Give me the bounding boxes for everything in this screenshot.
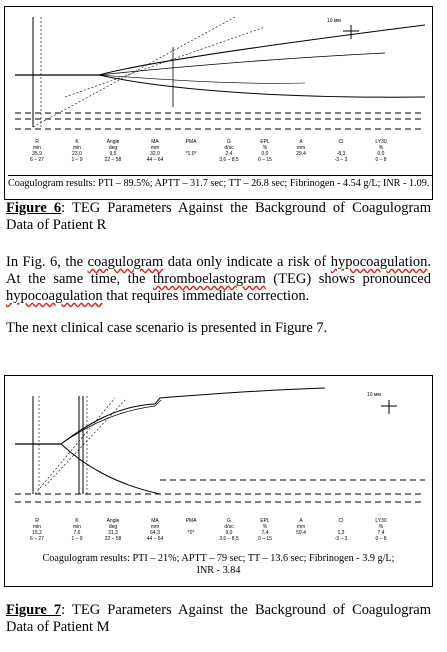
param-range: 0 – 15 bbox=[258, 536, 272, 542]
param-range: 3,6 – 8,5 bbox=[219, 157, 239, 163]
caption-label: Figure 7 bbox=[6, 602, 62, 618]
teg-param-k bbox=[60, 139, 94, 163]
spellcheck-word: hypocoagulation bbox=[6, 288, 103, 304]
param-value: 35,9 bbox=[32, 151, 42, 157]
param-range: 1 – 9 bbox=[71, 536, 83, 542]
teg-param-ly30 bbox=[364, 518, 398, 542]
param-name: R bbox=[35, 139, 39, 145]
param-name: A bbox=[299, 518, 303, 524]
coagulogram-line-2: INR - 3.84 bbox=[196, 565, 241, 576]
param-range: 6 – 27 bbox=[30, 157, 44, 163]
param-name: EPL bbox=[260, 518, 270, 524]
spellcheck-word: hypocoagulation bbox=[330, 254, 428, 270]
param-name: MA bbox=[151, 139, 159, 145]
caption-text: : TEG Parameters Against the Background of Coagulogram Data of Patient R bbox=[6, 200, 431, 233]
param-unit: d/sc bbox=[224, 524, 234, 530]
param-name: CI bbox=[338, 518, 344, 524]
param-name: LY30 bbox=[375, 139, 387, 145]
param-value: 29,4 bbox=[296, 151, 306, 157]
param-unit: % bbox=[262, 524, 268, 530]
figure-7-caption bbox=[6, 602, 431, 636]
param-range: 22 – 58 bbox=[104, 157, 122, 163]
param-name: EPL bbox=[260, 139, 270, 145]
param-unit: % bbox=[378, 145, 384, 151]
param-value: 23,0 bbox=[72, 151, 82, 157]
coagulogram-results bbox=[5, 553, 432, 577]
param-value: 7,4 bbox=[261, 530, 269, 536]
param-name: MA bbox=[151, 518, 159, 524]
param-value: 0,0 bbox=[377, 151, 385, 157]
param-value: 59,4 bbox=[296, 530, 306, 536]
param-unit: deg bbox=[108, 145, 118, 151]
scale-label: 10 мм bbox=[327, 18, 341, 24]
teg-param-ma bbox=[138, 139, 172, 163]
param-value: *1.0* bbox=[185, 151, 197, 157]
caption-text: : TEG Parameters Against the Background of Coagulogram Data of Patient M bbox=[6, 602, 431, 635]
teg-param-r bbox=[20, 139, 54, 163]
param-value: 9,5 bbox=[109, 151, 117, 157]
param-value: 1,3 bbox=[337, 530, 345, 536]
param-name: K bbox=[75, 139, 79, 145]
param-unit: mm bbox=[296, 524, 306, 530]
teg-param-a bbox=[284, 139, 318, 163]
teg-param-epl bbox=[248, 139, 282, 163]
teg-param-angle bbox=[96, 518, 130, 542]
text-run: that requires immediate correction. bbox=[102, 288, 310, 304]
param-unit: d/sc bbox=[224, 145, 234, 151]
teg-param-ci bbox=[324, 518, 358, 542]
param-value: 7,6 bbox=[73, 530, 81, 536]
param-name: Angle bbox=[106, 139, 120, 145]
param-name: Angle bbox=[106, 518, 120, 524]
teg-param-r bbox=[20, 518, 54, 542]
teg-param-ci bbox=[324, 139, 358, 163]
text-run: In Fig. 6, the bbox=[6, 254, 88, 270]
param-name: R bbox=[35, 518, 39, 524]
param-range: 6 – 27 bbox=[30, 536, 44, 542]
paragraph-next-case: The next clinical case scenario is presented in Figure 7. bbox=[6, 320, 328, 336]
scale-label: 10 мм bbox=[367, 392, 381, 398]
figure-6-teg-plot bbox=[4, 6, 433, 200]
param-unit: mm bbox=[150, 145, 160, 151]
spellcheck-word: coagulogram bbox=[87, 254, 164, 270]
param-range: 22 – 58 bbox=[104, 536, 122, 542]
figure-7-teg-plot bbox=[4, 375, 433, 587]
param-value: 15,2 bbox=[32, 530, 42, 536]
teg-param-angle bbox=[96, 139, 130, 163]
teg-param-ly30 bbox=[364, 139, 398, 163]
teg-param-g bbox=[212, 518, 246, 542]
param-range: 44 – 64 bbox=[146, 157, 164, 163]
teg-param-k bbox=[60, 518, 94, 542]
coagulogram-results: Coagulogram results: PTI – 89.5%; APTT – 31.7 sec; TT – 26.8 sec; Fibrinogen - 4.54 g/L; INR - 1.09. bbox=[8, 175, 432, 190]
param-range: 1 – 9 bbox=[71, 157, 83, 163]
teg-param-g bbox=[212, 139, 246, 163]
paragraph-discussion bbox=[6, 254, 431, 305]
param-range: 0 – 8 bbox=[375, 536, 387, 542]
param-unit: deg bbox=[108, 524, 118, 530]
param-value: *0* bbox=[187, 530, 195, 536]
param-value: 2,4 bbox=[225, 151, 233, 157]
teg-param-epl bbox=[248, 518, 282, 542]
param-range bbox=[284, 536, 318, 542]
caption-label: Figure 6 bbox=[6, 200, 62, 216]
param-value: 7,4 bbox=[377, 530, 385, 536]
param-range: 0 – 8 bbox=[375, 157, 387, 163]
param-unit: % bbox=[262, 145, 268, 151]
param-name: G bbox=[227, 518, 231, 524]
param-range: 0 – 15 bbox=[258, 157, 272, 163]
param-unit: min bbox=[32, 524, 42, 530]
text-run: data only indicate a risk of bbox=[163, 254, 331, 270]
param-value: 9,0 bbox=[225, 530, 233, 536]
param-value: 31,3 bbox=[108, 530, 118, 536]
param-value: 32,0 bbox=[150, 151, 160, 157]
param-unit: min bbox=[72, 524, 82, 530]
param-range bbox=[284, 157, 318, 163]
param-unit: min bbox=[72, 145, 82, 151]
param-name: PMA bbox=[185, 518, 197, 524]
param-name: K bbox=[75, 518, 79, 524]
teg-param-pma bbox=[174, 139, 208, 163]
param-unit: mm bbox=[150, 524, 160, 530]
text-run: (TEG) shows pronounced bbox=[265, 271, 431, 287]
param-value: 0,0 bbox=[261, 151, 269, 157]
teg-param-a bbox=[284, 518, 318, 542]
param-value: -8,3 bbox=[336, 151, 346, 157]
param-range bbox=[174, 536, 208, 542]
param-name: PMA bbox=[185, 139, 197, 145]
param-name: A bbox=[299, 139, 303, 145]
param-range: 3,6 – 8,5 bbox=[219, 536, 239, 542]
teg-param-ma bbox=[138, 518, 172, 542]
spellcheck-word: thromboelastogram bbox=[152, 271, 266, 287]
param-range: -3 – 3 bbox=[334, 157, 348, 163]
param-unit: min bbox=[32, 145, 42, 151]
figure-6-caption bbox=[6, 200, 431, 234]
param-range: 44 – 64 bbox=[146, 536, 164, 542]
param-unit: % bbox=[378, 524, 384, 530]
teg-param-pma bbox=[174, 518, 208, 542]
text-run: . At the same time, the bbox=[6, 254, 431, 287]
param-value: 64,3 bbox=[150, 530, 160, 536]
param-name: G bbox=[227, 139, 231, 145]
param-range bbox=[174, 157, 208, 163]
param-name: LY30 bbox=[375, 518, 387, 524]
coagulogram-line-1: Coagulogram results: PTI – 21%; APTT – 79 sec; TT – 13.6 sec; Fibrinogen - 3.9 g/L; bbox=[42, 553, 395, 564]
teg-trace-figure-6 bbox=[5, 7, 432, 199]
param-name: CI bbox=[338, 139, 344, 145]
param-unit: mm bbox=[296, 145, 306, 151]
param-range: -3 – 3 bbox=[334, 536, 348, 542]
